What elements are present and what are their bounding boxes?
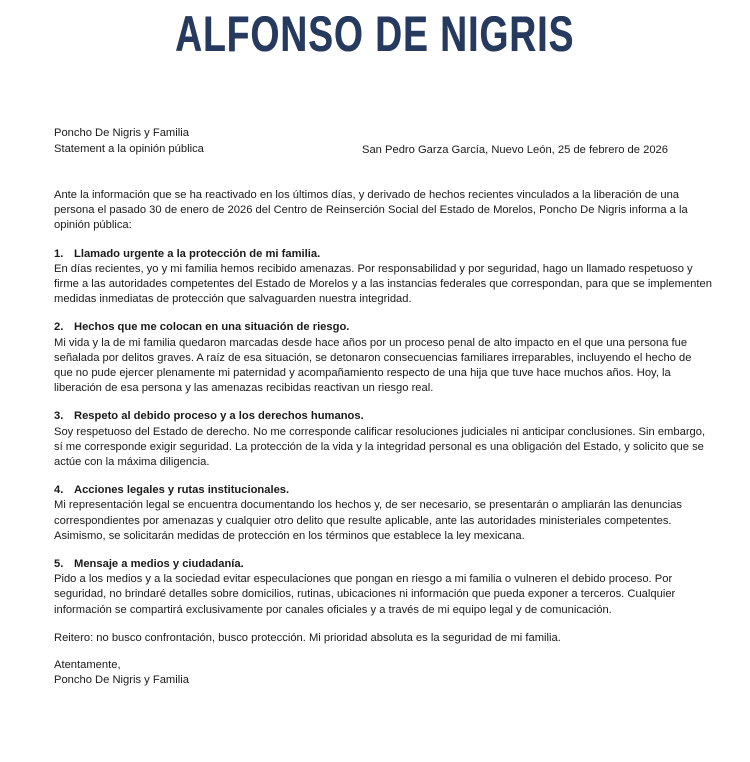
section-5-number: 5. (54, 558, 64, 571)
intro-paragraph: Ante la información que se ha reactivado en los últimos días, y derivado de hechos recientes vinculados a la liberación de una persona el pasado 30 de enero de 2026 del Centro de Reinserción Social del Estado de Morelos, Poncho De Nigris informa a la opinión pública: (54, 189, 688, 232)
signoff-block (54, 658, 712, 688)
section-3-body: Soy respetuoso del Estado de derecho. No me corresponde calificar resoluciones judiciales ni anticipar conclusiones. Sin embargo, sí me corresponde exigir seguridad. La protección de la vida y la integridad personal es una obligación del Estado, y solicito que se actúe con la máxima diligencia. (54, 425, 706, 469)
sender-name: Poncho De Nigris y Familia (54, 127, 189, 139)
section-1-heading (54, 247, 712, 262)
section-1-number: 1. (54, 247, 64, 260)
section-4-heading-text: Acciones legales y rutas institucionales. (74, 484, 290, 497)
section-2-heading (54, 320, 712, 335)
section-4-number: 4. (54, 484, 64, 497)
section-2-number: 2. (54, 321, 64, 334)
masthead (0, 8, 750, 60)
document-header-meta (54, 126, 714, 157)
signoff-salutation: Atentamente, (54, 659, 121, 672)
section-3-number: 3. (54, 410, 64, 423)
section-5-heading-text: Mensaje a medios y ciudadanía. (74, 558, 244, 571)
section-5-heading (54, 557, 712, 572)
section-4-heading (54, 483, 712, 498)
section-3 (54, 409, 712, 470)
section-2-body: Mi vida y la de mi familia quedaron marcadas desde hace años por un proceso penal de alto impacto en el que una persona fue señalada por delitos graves. A raíz de esa situación, se detonaron consecuencias familiares irreparables, incluyendo el hecho de que no pude ejercer plenamente mi paternidad y acompañamiento respecto de una hija que tuve hace muchos años. Hoy, la liberación de esa persona y las amenazas recibidas reactivan un riesgo real. (54, 336, 692, 395)
signoff-name: Poncho De Nigris y Familia (54, 674, 189, 687)
section-5 (54, 557, 712, 618)
document-body (54, 188, 712, 688)
dateline: San Pedro Garza García, Nuevo León, 25 de febrero de 2026 (362, 144, 668, 156)
closing-statement: Reitero: no busco confrontación, busco protección. Mi prioridad absoluta es la seguridad de mi familia. (54, 631, 561, 644)
sender-subtitle: Statement a la opinión pública (54, 142, 204, 155)
section-4-body: Mi representación legal se encuentra documentando los hechos y, de ser necesario, se presentarán o ampliarán las denuncias correspondientes por amenazas y cualquier otro delito que resulte aplicable, ante las autoridades ministeriales competentes. Asimismo, se solicitarán medidas de protección en los términos que establece la ley mexicana. (54, 499, 682, 542)
section-2-heading-text: Hechos que me colocan en una situación de riesgo. (74, 321, 350, 334)
section-3-heading-text: Respeto al debido proceso y a los derechos humanos. (74, 410, 364, 423)
section-1-heading-text: Llamado urgente a la protección de mi familia. (74, 247, 321, 260)
section-1-body: En días recientes, yo y mi familia hemos recibido amenazas. Por responsabilidad y por seguridad, hago un llamado respetuoso y firme a las autoridades competentes del Estado de Morelos y a las instancias federales que correspondan, para que se implementen medidas inmediatas de protección que salvaguarden nuestra integridad. (54, 262, 712, 306)
section-4 (54, 483, 712, 544)
section-1 (54, 247, 712, 308)
section-2 (54, 320, 712, 396)
section-5-body: Pido a los medios y a la sociedad evitar especulaciones que pongan en riesgo a mi familia o vulneren el debido proceso. Por seguridad, no brindaré detalles sobre domicilios, rutinas, ubicaciones ni información que pueda exponer a terceros. Cualquier información se compartirá exclusivamente por canales oficiales y a través de mi equipo legal y de comunicación. (54, 573, 676, 616)
masthead-title: ALFONSO DE NIGRIS (175, 6, 575, 62)
section-3-heading (54, 409, 712, 424)
